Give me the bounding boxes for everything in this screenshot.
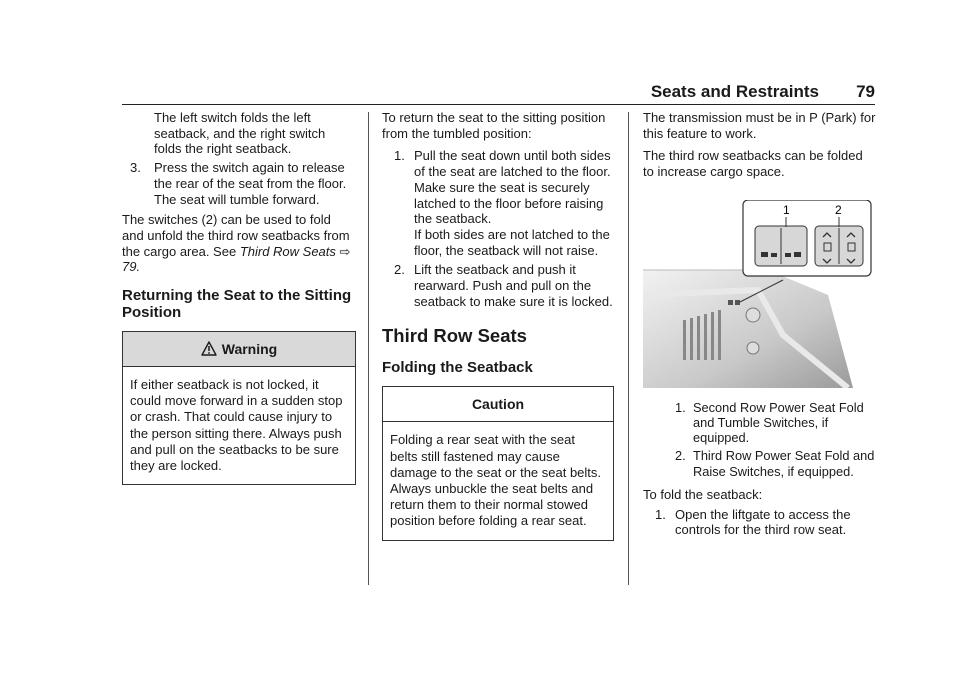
step-text: Lift the seatback and push it rearward. Push and pull on the seatback to make sure it is locked.	[414, 262, 613, 309]
section-title: Seats and Restraints	[650, 82, 819, 101]
step-subtext: If both sides are not latched to the floor, the seatback will not raise.	[414, 226, 610, 258]
list-item-fold-1	[643, 507, 877, 538]
caption-item-2	[643, 448, 877, 478]
continued-paragraph: The left switch folds the left seatback, and the right switch folds the right seatback.	[154, 110, 326, 157]
column-divider-2	[628, 112, 629, 585]
caption-text: Second Row Power Seat Fold and Tumble Switches, if equipped.	[693, 399, 864, 446]
section-heading-returning: Returning the Seat to the Sitting Position	[122, 287, 352, 322]
warning-header	[123, 332, 355, 367]
transmission-paragraph: The transmission must be in P (Park) for this feature to work.	[643, 110, 876, 141]
third-row-seats-link[interactable]: Third Row Seats	[239, 243, 336, 259]
subheading-folding: Folding the Seatback	[382, 359, 533, 377]
warning-triangle-icon	[201, 334, 217, 368]
return-intro: To return the seat to the sitting position from the tumbled position:	[382, 110, 606, 141]
list-item-step-3	[122, 160, 356, 207]
step-number: 2.	[394, 262, 405, 278]
caution-body: Folding a rear seat with the seat belts still fastened may cause damage to the seat or the seat belts. Always unbuckle the seat belts and return them to their normal stowed position before folding a rear seat.	[390, 432, 602, 529]
cargo-area-drawing	[643, 200, 873, 388]
page-header	[122, 80, 875, 105]
column-divider-1	[368, 112, 369, 585]
caption-item-1	[643, 400, 877, 446]
step-text: Press the switch again to release the rear of the seat from the floor. The seat will tumble forward.	[154, 160, 347, 207]
column-left	[122, 110, 356, 485]
page-reference[interactable]: ⇨ 79.	[122, 243, 351, 275]
section-heading-third-row: Third Row Seats	[382, 325, 527, 347]
fold-cargo-paragraph: The third row seatbacks can be folded to increase cargo space.	[643, 148, 863, 180]
list-item-step-2	[382, 262, 614, 309]
caution-header: Caution	[383, 387, 613, 422]
callout-label-1: 1	[783, 202, 790, 217]
callout-label-2: 2	[835, 202, 842, 217]
switches-paragraph	[122, 212, 356, 275]
step-number: 3.	[130, 160, 141, 176]
column-middle	[382, 110, 614, 541]
caption-number: 2.	[675, 448, 686, 464]
step-text: Pull the seat down until both sides of the seat are latched to the floor. Make sure the seat is securely latched to the floor before raising the seatback.	[414, 148, 611, 227]
list-item-step-1	[382, 148, 614, 258]
switches-text: The switches (2) can be used to fold and unfold the third row seatbacks from the cargo area. See	[122, 212, 350, 259]
warning-title: Warning	[221, 341, 278, 358]
page-number: 79	[856, 82, 875, 101]
seat-switches-illustration	[643, 200, 873, 388]
step-number: 1.	[394, 148, 405, 164]
warning-body: If either seatback is not locked, it could move forward in a sudden stop or crash. That could cause injury to the person sitting there. Always push and pull on the seatbacks to be sure they are locked.	[130, 377, 343, 474]
caption-number: 1.	[675, 399, 686, 415]
warning-box	[122, 331, 356, 485]
caution-box	[382, 386, 614, 540]
caption-text: Third Row Power Seat Fold and Raise Switches, if equipped.	[693, 448, 875, 479]
column-right	[643, 110, 877, 542]
step-number: 1.	[655, 506, 666, 522]
fold-intro: To fold the seatback:	[643, 486, 763, 502]
step-text: Open the liftgate to access the controls for the third row seat.	[675, 506, 851, 538]
